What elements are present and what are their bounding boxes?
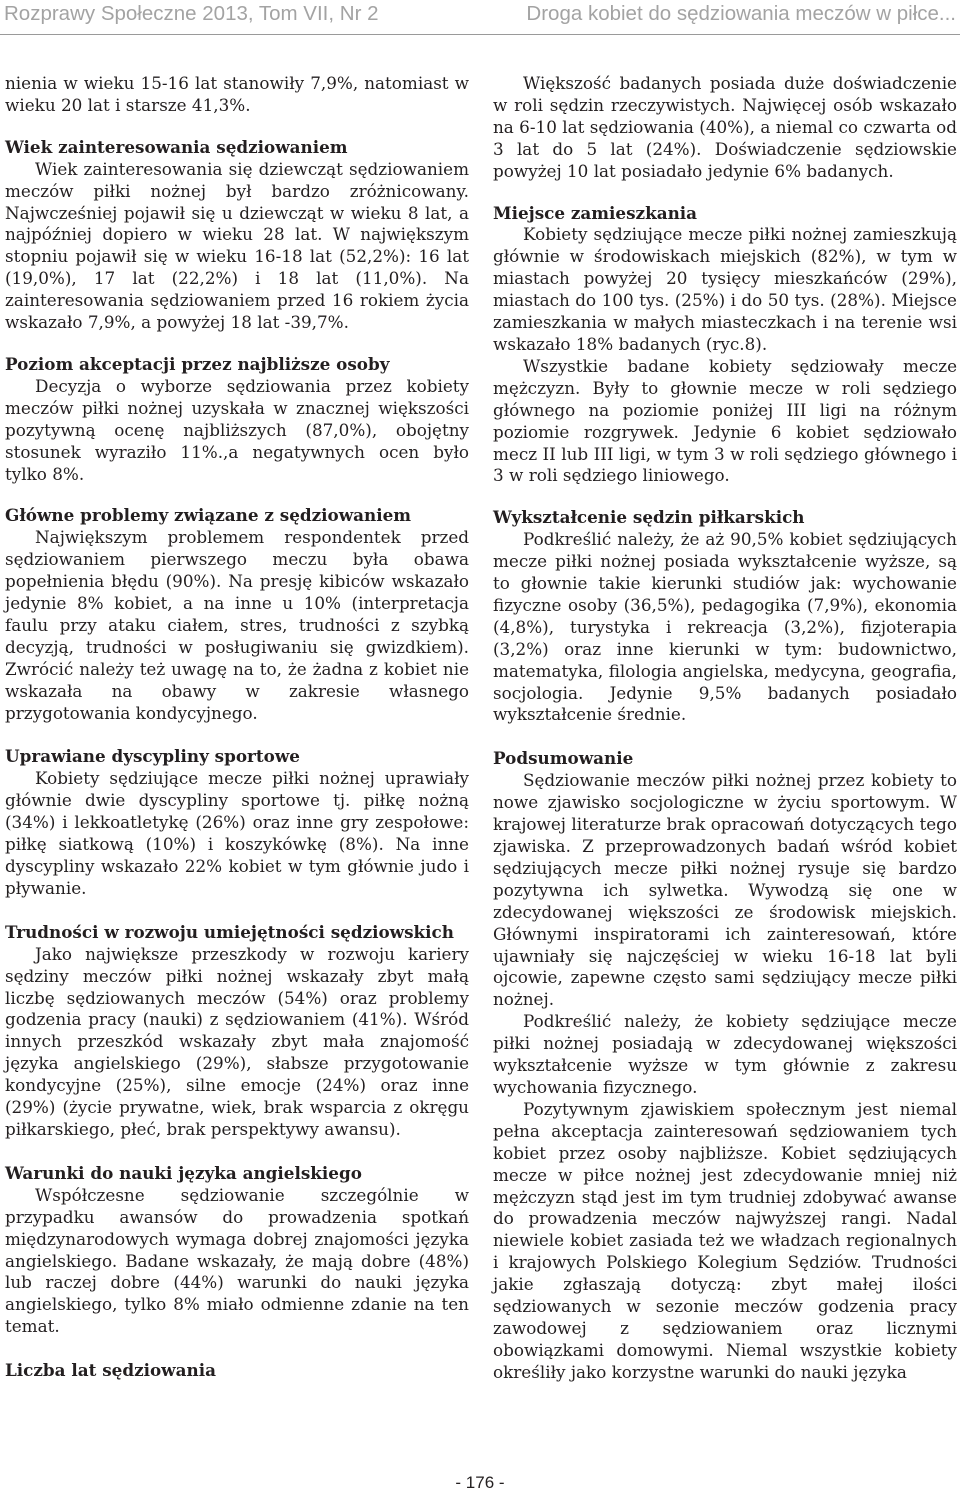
section-heading: Wiek zainteresowania sędziowaniem <box>5 136 348 157</box>
paragraph: Wiek zainteresowania się dziewcząt sędziowaniem meczów piłki nożnej był bardzo zróżnicowany. Najwcześniej pojawił się u dziewcząt w wieku 8 lat, a najpóźniej dopiero w wieku 28 lat. W największym stopniu pojawił się w wieku 16-18 lat (52,2%): 16 lat (19,0%), 17 lat (22,2%) i 18 lat (11,0%). Na zainteresowania sędziowaniem przed 16 rokiem życia wskazało 7,9%, a powyżej 18 lat -39,7%. <box>5 158 469 333</box>
paragraph: Jako największe przeszkody w rozwoju kariery sędziny meczów piłki nożnej wskazały zbyt małą liczbę sędziowanych meczów (54%) oraz problemy godzenia pracy (nauki) z sędziowaniem (41%). Wśród innych przeszkód wskazały zbyt mała znajomość języka angielskiego (29%), słabsze przygotowanie kondycyjne (25%), silne emocje (24%) oraz inne (29%) (życie prywatne, wiek, brak wsparcia z okręgu piłkarskiego, płeć, brak perspektywy awansu). <box>5 943 469 1139</box>
left-column <box>5 73 469 1382</box>
section-heading: Wykształcenie sędzin piłkarskich <box>493 507 805 528</box>
section-heading: Uprawiane dyscypliny sportowe <box>5 746 300 767</box>
section-heading: Trudności w rozwoju umiejętności sędziowskich <box>5 921 454 942</box>
paragraph: Podkreślić należy, że kobiety sędziujące mecze piłki nożnej posiadają w zdecydowanej większości wykształcenie wyższe w tym głównie z zakresu wychowania fizycznego. <box>493 1011 957 1097</box>
section-heading: Główne problemy związane z sędziowaniem <box>5 505 412 526</box>
paragraph: Podkreślić należy, że aż 90,5% kobiet sędziujących mecze piłki nożnej posiada wykształcenie wyższe, są to głownie takie kierunki studiów jak: wychowanie fizyczne osoby (36,5%), pedagogika (7,9%), ekonomia (4,8%), turystyka i rekreacja (3,2%), fizjoterapia (3,2%) oraz inne kierunki w tym: budownictwo, matematyka, filologia angielska, medycyna, geografia, socjologia. Jedynie 9,5% badanych posiadało wykształcenie średnie. <box>493 529 957 725</box>
paragraph: Sędziowanie meczów piłki nożnej przez kobiety to nowe zjawisko socjologiczne w życiu sportowym. W krajowej literaturze brak opracowań dotyczących tego zjawiska. Z przeprowadzonych badań wśród kobiet sędziujących mecze piłki nożnej rysuje się bardzo pozytywna ich sylwetka. Wywodzą się one w zdecydowanej większości ze środowisk miejskich. Głównymi inspiratorami ich zainteresowań, które ujawniały się najczęściej w wieku 16-18 lat byli ojcowie, zapewne często sami sędziujący mecze piłki nożnej. <box>493 770 957 1010</box>
paragraph: Kobiety sędziujące mecze piłki nożnej uprawiały głównie dwie dyscypliny sportowe tj. piłkę nożną (34%) i lekkoatletykę (26%) oraz inne gry zespołowe: piłkę siatkową (10%) i koszykówkę (8%). Na inne dyscypliny wskazało 22% kobiet w tym głównie judo i pływanie. <box>5 768 469 898</box>
section-heading: Warunki do nauki języka angielskiego <box>5 1162 362 1183</box>
paragraph: Wszystkie badane kobiety sędziowały mecze mężczyzn. Były to głownie mecze w roli sędziego głównego na poziomie poniżej III ligi na różnym poziomie rozgrywek. Jedynie 6 kobiet sędziowało mecz II lub III ligi, w tym 3 w roli sędziego głównego i 3 w roli sędziego liniowego. <box>493 355 957 486</box>
section-heading: Podsumowanie <box>493 748 634 769</box>
section-heading: Liczba lat sędziowania <box>5 1360 216 1381</box>
paragraph: Kobiety sędziujące mecze piłki nożnej zamieszkują głównie w środowiskach miejskich (82%), w tym w miastach powyżej 20 tysięcy mieszkańców (29%), miastach do 100 tys. (25%) i do 50 tys. (28%). Miejsce zamieszkania w małych miasteczkach i na terenie wsi wskazało 18% badanych (ryc.8). <box>493 224 957 354</box>
paragraph: Większość badanych posiada duże doświadczenie w roli sędzin rzeczywistych. Najwięcej osób wskazało na 6-10 lat sędziowania (40%), a niemal co czwarta od 3 lat do 5 lat (24%). Doświadczenie sędziowskie powyżej 10 lat posiadało jedynie 6% badanych. <box>493 73 957 181</box>
paragraph: Współczesne sędziowanie szczególnie w przypadku awansów do prowadzenia spotkań międzynarodowych wymaga dobrej znajomości języka angielskiego. Badane wskazały, że mają dobre (48%) lub raczej dobre (44%) warunki do nauki języka angielskiego, tylko 8% miało odmienne zdanie na ten temat. <box>5 1184 469 1337</box>
paragraph: Największym problemem respondentek przed sędziowaniem pierwszego meczu była obawa popełnienia błędu (90%). Na presję kibiców wskazało jedynie 8% kobiet, a na inne u 10% (interpretacja faulu przy ataku ciałem, stres, trudności z szybką decyzją, trudności w posługiwaniu się gwizdkiem). Zwrócić należy też uwagę na to, że żadna z kobiet nie wskazała na obawy w zakresie własnego przygotowania kondycyjnego. <box>5 527 469 723</box>
section-heading: Miejsce zamieszkania <box>493 202 698 223</box>
paragraph: Decyzja o wyborze sędziowania przez kobiety meczów piłki nożnej uzyskała w znacznej większości pozytywną ocenę najbliższych (87,0%), obojętny stosunek wyraziło 11%.,a negatywnych ocen było tylko 8%. <box>5 375 469 484</box>
header-divider <box>0 34 960 35</box>
journal-title: Rozprawy Społeczne 2013, Tom VII, Nr 2 <box>4 2 379 25</box>
paragraph: nienia w wieku 15-16 lat stanowiły 7,9%, natomiast w wieku 20 lat i starsze 41,3%. <box>5 73 469 115</box>
right-column <box>493 73 957 1384</box>
running-header <box>0 0 960 34</box>
paragraph: Pozytywnym zjawiskiem społecznym jest niemal pełna akceptacja zainteresowań sędziowaniem tych kobiet przez osoby najbliższe. Kobiet sędziujących mecze w piłce nożnej jest zdecydowanie mniej niż mężczyzn stąd jest im tym trudniej zdobywać awanse do prowadzenia meczów najwyższej rangi. Nadal niewiele kobiet zasiada też we władzach regionalnych i krajowych Polskiego Kolegium Sędziów. Trudności jakie zgłaszają dotyczą: zbyt małej ilości sędziowanych w sezonie meczów godzenia pracy zawodowej z sędziowaniem oraz licznymi obowiązkami domowymi. Niemal wszystkie kobiety określiły jako korzystne warunki do nauki języka <box>493 1098 957 1382</box>
section-heading: Poziom akceptacji przez najbliższe osoby <box>5 353 390 374</box>
page-number: - 176 - <box>455 1473 505 1492</box>
article-title: Droga kobiet do sędziowania meczów w piłce... <box>526 2 956 25</box>
